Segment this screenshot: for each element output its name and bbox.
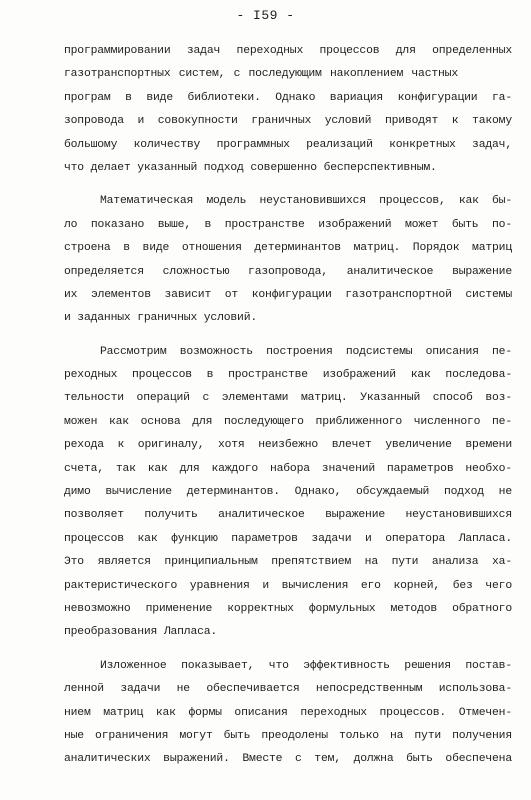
text-line: ленной задачи не обеспечивается непосредственным использова- [64, 683, 512, 696]
text-line: зопровода и совокупности граничных условий приводят к такому [64, 115, 512, 128]
paragraph-1 [64, 40, 512, 180]
text-line: нием матриц как формы описания переходных процессов. Отмечен- [64, 706, 512, 719]
text-line: димо вычисление детерминантов. Однако, обсуждаемый подход не [64, 486, 512, 499]
text-line: что делает указанный подход совершенно бесперспективным. [64, 161, 437, 174]
text-line: счета, так как для каждого набора значений параметров необхо- [64, 462, 512, 475]
text-line: Изложенное показывает, что эффективность решения постав- [100, 659, 512, 672]
text-line: программировании задач переходных процессов для определенных [64, 45, 512, 57]
text-line: большому количеству программных реализаций конкретных задач, [64, 138, 512, 151]
page-number: - I59 - [236, 8, 295, 23]
text-line: процессов как функцию параметров задачи и оператора Лапласа. [64, 532, 512, 545]
body-text [64, 40, 512, 772]
text-line: Математическая модель неустановившихся процессов, как бы- [100, 195, 512, 208]
text-line: преобразования Лапласа. [64, 626, 218, 639]
text-line: Это является принципиальным препятствием на пути анализа ха- [64, 556, 512, 569]
text-line: газотранспортных систем, с последующим накоплением частных [64, 68, 458, 81]
text-line: тельности операций с элементами матриц. Указанный способ воз- [64, 392, 512, 405]
text-line: реходных процессов в пространстве изображений как последова- [64, 369, 512, 382]
text-line: аналитических выражений. Вместе с тем, должна быть обеспечена [64, 753, 512, 766]
text-line: рактеристического уравнения и вычисления его корней, без чего [64, 579, 512, 592]
text-line: програм в виде библиотеки. Однако вариация конфигурации га- [64, 91, 512, 104]
text-line: ные ограничения могут быть преодолены только на пути получения [64, 729, 512, 742]
paragraph-4 [64, 655, 512, 772]
text-line: можен как основа для последующего приближенного численного пе- [64, 415, 512, 428]
text-line: ло показано выше, в пространстве изображений может быть по- [64, 218, 512, 231]
text-line: и заданных граничных условий. [64, 312, 258, 325]
text-line: их элементов зависит от конфигурации газотранспортной системы [64, 288, 512, 301]
paragraph-3 [64, 341, 512, 645]
text-line: определяется сложностью газопровода, аналитическое выражение [64, 265, 512, 278]
paragraph-2 [64, 190, 512, 330]
text-line: невозможно применение корректных формульных методов обратного [64, 602, 512, 615]
text-line: позволяет получить аналитическое выражение неустановившихся [64, 509, 512, 522]
text-line: Рассмотрим возможность построения подсистемы описания пе- [100, 345, 512, 358]
text-line: строена в виде отношения детерминантов матриц. Порядок матриц [64, 242, 512, 255]
text-line: рехода к оригиналу, хотя неизбежно влечет увеличение времени [64, 439, 512, 452]
